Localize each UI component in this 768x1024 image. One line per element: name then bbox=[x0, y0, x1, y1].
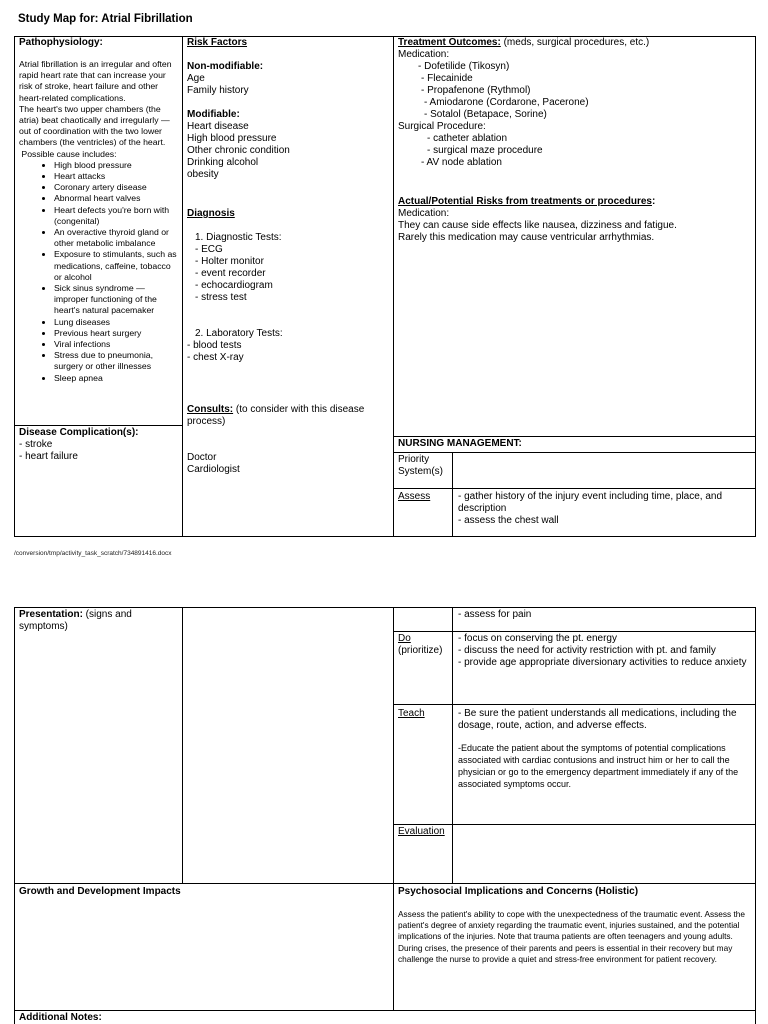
list-item: • Viral infections bbox=[54, 339, 179, 350]
complications-section bbox=[19, 427, 179, 463]
list-item: They can cause side effects like nausea, dizziness and fatigue. bbox=[398, 220, 677, 231]
pathophysiology-heading: Pathophysiology: bbox=[19, 37, 103, 48]
consults-note: (to consider with this disease process) bbox=[187, 404, 365, 427]
consults-heading: Consults: bbox=[187, 404, 234, 415]
treatment-section bbox=[398, 37, 753, 169]
growth-heading: Growth and Development Impacts bbox=[19, 886, 181, 897]
do-label-cell bbox=[398, 633, 442, 657]
teach-paragraph-2: -Educate the patient about the symptoms of potential complications associated with cardiac contusions and instruct him or her to call the physician or go to the emergency department immediately if any of the associated symptoms occur. bbox=[458, 743, 739, 789]
assess-content bbox=[458, 491, 750, 527]
list-item: - Propafenone (Rythmol) bbox=[421, 85, 531, 96]
presentation-note: (signs and symptoms) bbox=[19, 609, 132, 632]
psychosocial-heading: Psychosocial Implications and Concerns (Holistic) bbox=[398, 886, 639, 897]
list-item: - Amiodarone (Cordarone, Pacerone) bbox=[424, 97, 589, 108]
list-item: • Lung diseases bbox=[54, 317, 179, 328]
list-item: - blood tests bbox=[187, 340, 242, 351]
treatment-heading: Treatment Outcomes: bbox=[398, 37, 501, 48]
list-item: - ECG bbox=[195, 244, 223, 255]
list-item: - heart failure bbox=[19, 451, 78, 462]
list-item: - provide age appropriate diversionary activities to reduce anxiety bbox=[458, 657, 747, 668]
list-item: - Flecainide bbox=[421, 73, 473, 84]
risks-heading: Actual/Potential Risks from treatments or procedures bbox=[398, 196, 652, 207]
list-item: • Abnormal heart valves bbox=[54, 193, 179, 204]
list-item: Other chronic condition bbox=[187, 145, 290, 156]
list-item: Heart disease bbox=[187, 121, 249, 132]
list-item: High blood pressure bbox=[187, 133, 277, 144]
list-item: Family history bbox=[187, 85, 249, 96]
risk-factors-section bbox=[187, 37, 387, 181]
treatment-note: (meds, surgical procedures, etc.) bbox=[500, 37, 650, 48]
pathophysiology-paragraph-2: The heart's two upper chambers (the atria) beat chaotically and irregularly — out of coordination with the two lower chambers (the ventricles) of the heart. bbox=[19, 103, 170, 148]
list-item: • Sick sinus syndrome — improper functioning of the heart's natural pacemaker bbox=[54, 283, 179, 317]
list-item: - focus on conserving the pt. energy bbox=[458, 633, 617, 644]
consults-section bbox=[187, 404, 387, 476]
list-item: Age bbox=[187, 73, 205, 84]
priority-label: Priority System(s) bbox=[398, 454, 443, 477]
list-item: - assess for pain bbox=[458, 609, 532, 620]
list-item: - discuss the need for activity restriction with pt. and family bbox=[458, 645, 716, 656]
list-item: • Coronary artery disease bbox=[54, 182, 179, 193]
diagnosis-section bbox=[187, 208, 387, 364]
modifiable-heading: Modifiable: bbox=[187, 109, 240, 120]
evaluation-label: Evaluation bbox=[398, 826, 445, 837]
pathophysiology-paragraph-1: Atrial fibrillation is an irregular and often rapid heart rate that can increase your risk of stroke, heart failure and other heart-related complications. bbox=[19, 59, 172, 103]
list-item: - surgical maze procedure bbox=[427, 145, 543, 156]
lab-tests-heading: 2. Laboratory Tests: bbox=[195, 328, 283, 339]
list-item: • Heart attacks bbox=[54, 171, 179, 182]
do-content bbox=[458, 633, 750, 669]
risks-section bbox=[398, 196, 753, 244]
list-item: - Holter monitor bbox=[195, 256, 264, 267]
presentation-heading: Presentation: bbox=[19, 609, 83, 620]
pathophysiology-section bbox=[19, 59, 179, 384]
teach-paragraph-1: - Be sure the patient understands all medications, including the dosage, route, action, and adverse effects. bbox=[458, 708, 737, 731]
risks-medication-heading: Medication: bbox=[398, 208, 450, 219]
presentation-section bbox=[19, 609, 179, 633]
list-item: - Sotalol (Betapace, Sorine) bbox=[424, 109, 547, 120]
list-item: - catheter ablation bbox=[427, 133, 508, 144]
list-item: - AV node ablation bbox=[421, 157, 502, 168]
assess-label: Assess bbox=[398, 491, 431, 502]
list-item: obesity bbox=[187, 169, 219, 180]
risks-colon: : bbox=[651, 196, 656, 207]
list-item: Cardiologist bbox=[187, 464, 240, 475]
teach-label: Teach bbox=[398, 708, 425, 719]
list-item: • Sleep apnea bbox=[54, 373, 179, 384]
complications-heading: Disease Complication(s): bbox=[19, 427, 139, 438]
list-item: - echocardiogram bbox=[195, 280, 273, 291]
list-item: • Exposure to stimulants, such as medications, caffeine, tobacco or alcohol bbox=[54, 249, 179, 283]
list-item: Doctor bbox=[187, 452, 217, 463]
diagnostic-tests-heading: 1. Diagnostic Tests: bbox=[195, 232, 282, 243]
do-sublabel: (prioritize) bbox=[398, 645, 443, 656]
additional-notes-heading: Additional Notes: bbox=[19, 1012, 102, 1023]
risk-factors-heading: Risk Factors bbox=[187, 37, 248, 48]
diagnosis-heading: Diagnosis bbox=[187, 208, 235, 219]
nursing-heading: NURSING MANAGEMENT: bbox=[398, 438, 522, 449]
medication-heading: Medication: bbox=[398, 49, 450, 60]
list-item: - stroke bbox=[19, 439, 53, 450]
list-item: Rarely this medication may cause ventricular arrhythmias. bbox=[398, 232, 655, 243]
causes-intro: Possible cause includes: bbox=[19, 148, 117, 159]
list-item: • Stress due to pneumonia, surgery or other illnesses bbox=[54, 350, 179, 372]
list-item: - assess the chest wall bbox=[458, 515, 559, 526]
list-item: - stress test bbox=[195, 292, 247, 303]
list-item: • Heart defects you're born with (congenital) bbox=[54, 205, 179, 227]
causes-list bbox=[19, 160, 179, 384]
psychosocial-text: Assess the patient's ability to cope with the unexpectedness of the traumatic event. Assess the patient's degree of anxiety regarding the traumatic event, injuries sustained, and the potential implications of the injuries. Note that trauma patients are often teenagers and young adults. During crises, the presence of their parents and peers is essential in their recovery but may challenge the nurse to provide a quiet and stress-free environment for patient recovery. bbox=[398, 909, 746, 964]
list-item: • An overactive thyroid gland or other metabolic imbalance bbox=[54, 227, 179, 249]
list-item: - event recorder bbox=[195, 268, 266, 279]
file-path: /conversion/tmp/activity_task_scratch/734891416.docx bbox=[14, 550, 172, 557]
do-label: Do bbox=[398, 633, 411, 644]
list-item: Drinking alcohol bbox=[187, 157, 259, 168]
teach-content bbox=[458, 708, 750, 790]
list-item: • Previous heart surgery bbox=[54, 328, 179, 339]
nonmodifiable-heading: Non-modifiable: bbox=[187, 61, 264, 72]
list-item: - chest X-ray bbox=[187, 352, 244, 363]
surgical-heading: Surgical Procedure: bbox=[398, 121, 486, 132]
list-item: - Dofetilide (Tikosyn) bbox=[418, 61, 510, 72]
list-item: - gather history of the injury event including time, place, and description bbox=[458, 491, 723, 514]
list-item: • High blood pressure bbox=[54, 160, 179, 171]
page-title: Study Map for: Atrial Fibrillation bbox=[18, 13, 193, 25]
